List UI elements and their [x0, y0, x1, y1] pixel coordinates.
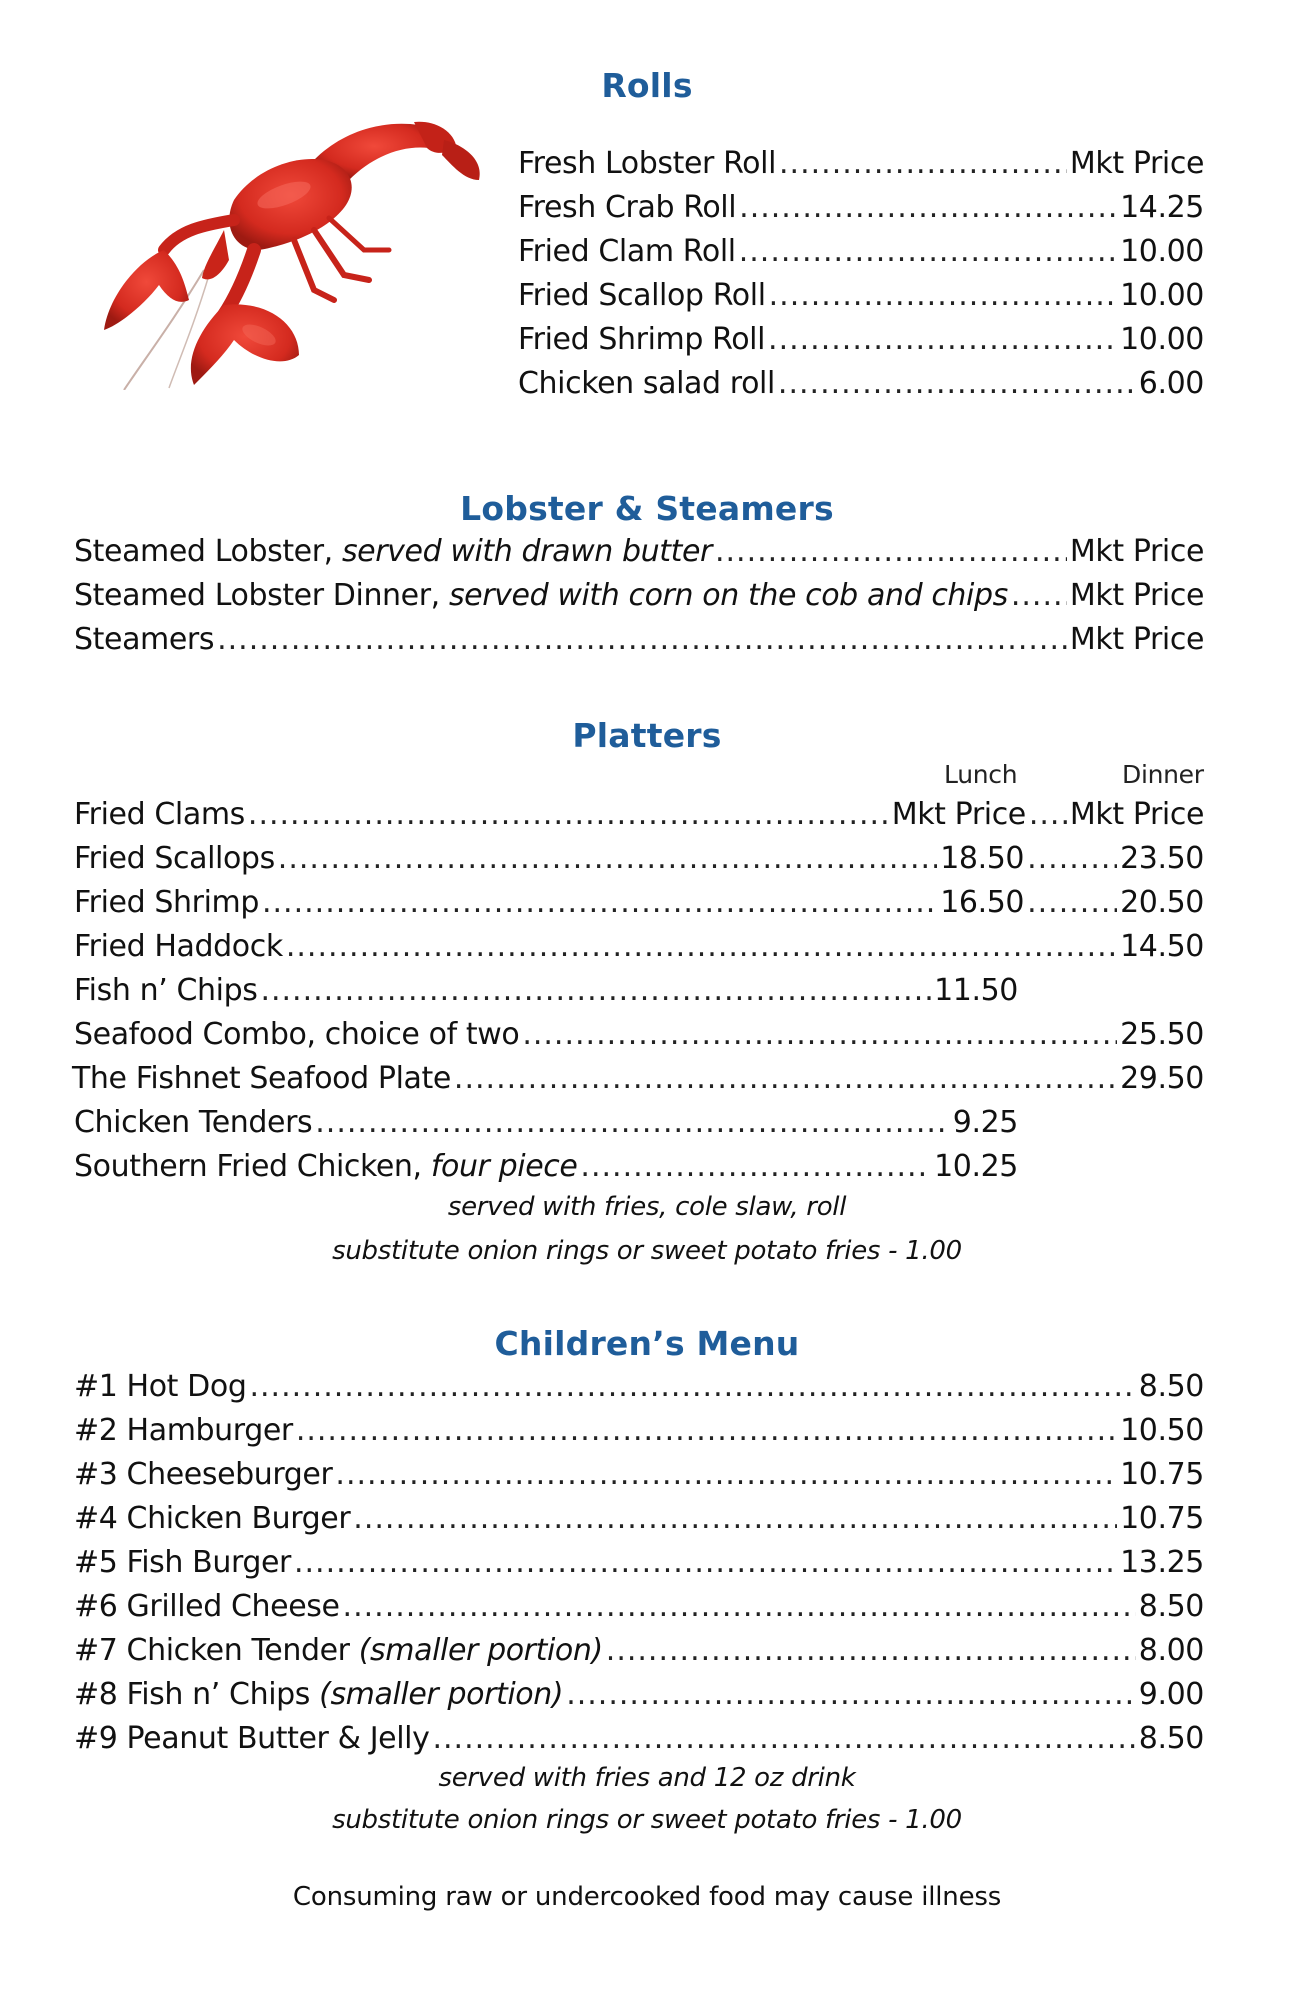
rolls-heading: Rolls	[601, 66, 693, 105]
item-description: (smaller portion)	[358, 1633, 603, 1668]
leader-dots	[522, 1013, 1117, 1057]
platters-heading: Platters	[572, 716, 722, 755]
leader-dots	[432, 1717, 1135, 1761]
menu-item	[74, 1585, 1204, 1629]
item-name: #9 Peanut Butter & Jelly	[74, 1721, 430, 1756]
childrens-note-sides: served with fries and 12 oz drink	[438, 1763, 856, 1793]
lunch-price: 9.25	[952, 1105, 1018, 1140]
item-name	[74, 574, 1008, 618]
item-name: Fried Clam Roll	[518, 234, 736, 269]
menu-item	[518, 274, 1204, 318]
item-name: #2 Hamburger	[74, 1413, 293, 1448]
lunch-price: 16.50	[940, 885, 1025, 920]
item-price: 14.25	[1120, 190, 1204, 225]
item-name-text: #8 Fish n’ Chips	[74, 1677, 320, 1712]
menu-item	[74, 1453, 1204, 1497]
menu-item	[518, 142, 1204, 186]
item-price: 10.50	[1120, 1413, 1204, 1448]
menu-item	[518, 230, 1204, 274]
item-price: 8.00	[1138, 1633, 1204, 1668]
leader-dots	[1011, 574, 1067, 618]
health-warning: Consuming raw or undercooked food may cause illness	[292, 1882, 1002, 1912]
item-price: 6.00	[1138, 366, 1204, 401]
menu-item	[518, 362, 1204, 406]
item-name: #5 Fish Burger	[74, 1545, 291, 1580]
item-name: #3 Cheeseburger	[74, 1457, 333, 1492]
item-name	[74, 618, 214, 662]
leader-dots	[315, 1101, 950, 1145]
menu-item	[74, 881, 1204, 925]
item-name: Fresh Crab Roll	[518, 190, 737, 225]
leader-dots	[580, 1145, 931, 1189]
lunch-price: 18.50	[940, 841, 1025, 876]
item-name-text: #7 Chicken Tender	[74, 1633, 359, 1668]
item-price: 14.50	[1120, 929, 1204, 964]
item-price: Mkt Price	[1069, 534, 1204, 569]
item-name: Chicken Tenders	[74, 1105, 313, 1140]
lunch-price: 10.25	[934, 1149, 1018, 1184]
menu-item	[74, 1145, 1018, 1189]
menu-item	[74, 574, 1204, 618]
leader-dots	[454, 1057, 1117, 1101]
item-name: Fried Shrimp Roll	[518, 322, 766, 357]
leader-dots	[768, 318, 1117, 362]
item-name: Fried Clams	[74, 797, 245, 832]
menu-item	[74, 1409, 1204, 1453]
item-price: 10.00	[1120, 234, 1204, 269]
item-name: Fried Haddock	[74, 929, 283, 964]
leader-dots	[294, 1541, 1117, 1585]
item-price: Mkt Price	[1069, 578, 1204, 613]
item-name: Fried Scallops	[74, 841, 275, 876]
leader-dots	[778, 362, 1136, 406]
platters-note-sides: served with fries, cole slaw, roll	[447, 1192, 847, 1222]
item-price: 8.50	[1138, 1589, 1204, 1624]
menu-item	[74, 1629, 1204, 1673]
item-name: Fried Scallop Roll	[518, 278, 766, 313]
item-price: Mkt Price	[1069, 622, 1204, 657]
leader-dots	[343, 1585, 1136, 1629]
item-name-text: Southern Fried Chicken,	[74, 1149, 431, 1184]
item-price: 25.50	[1120, 1017, 1204, 1052]
menu-item	[74, 1013, 1204, 1057]
item-price: 10.75	[1120, 1501, 1204, 1536]
lunch-price: 11.50	[934, 973, 1018, 1008]
platters-note-substitute: substitute onion rings or sweet potato fries - 1.00	[332, 1236, 962, 1266]
lunch-price: Mkt Price	[891, 797, 1026, 832]
menu-item	[74, 1365, 1204, 1409]
item-price: 8.50	[1138, 1721, 1204, 1756]
item-name: #4 Chicken Burger	[74, 1501, 351, 1536]
dinner-column-header: Dinner	[1122, 760, 1204, 789]
menu-item	[74, 530, 1204, 574]
item-name: Fresh Lobster Roll	[518, 146, 777, 181]
leader-dots	[1029, 793, 1067, 837]
menu-item	[74, 1497, 1204, 1541]
item-name	[74, 1673, 563, 1717]
item-name-text: Steamed Lobster,	[74, 534, 342, 569]
item-name: Chicken salad roll	[518, 366, 775, 401]
menu-item	[74, 618, 1204, 662]
leader-dots	[769, 274, 1117, 318]
item-name: Seafood Combo, choice of two	[74, 1017, 520, 1052]
item-description: (smaller portion)	[319, 1677, 564, 1712]
leader-dots	[278, 837, 937, 881]
menu-item	[72, 1057, 1204, 1101]
childrens-note-substitute: substitute onion rings or sweet potato fries - 1.00	[332, 1805, 962, 1835]
item-name-text: Steamers	[74, 622, 215, 657]
item-name: Fish n’ Chips	[74, 973, 258, 1008]
item-description: four piece	[430, 1149, 578, 1184]
dinner-price: Mkt Price	[1069, 797, 1204, 832]
menu-item	[74, 837, 1204, 881]
leader-dots	[1027, 881, 1117, 925]
item-price: 10.00	[1120, 322, 1204, 357]
leader-dots	[335, 1453, 1117, 1497]
menu-item	[74, 1101, 1018, 1145]
menu-item	[518, 318, 1204, 362]
item-name: The Fishnet Seafood Plate	[72, 1061, 451, 1096]
item-price: 13.25	[1120, 1545, 1204, 1580]
item-name: #6 Grilled Cheese	[74, 1589, 340, 1624]
menu-item	[74, 925, 1204, 969]
item-price: 10.00	[1120, 278, 1204, 313]
item-price: Mkt Price	[1069, 146, 1204, 181]
leader-dots	[296, 1409, 1117, 1453]
item-name: Fried Shrimp	[74, 885, 259, 920]
menu-item	[74, 1717, 1204, 1761]
item-price: 9.00	[1138, 1677, 1204, 1712]
leader-dots	[779, 142, 1067, 186]
leader-dots	[566, 1673, 1136, 1717]
menu-item	[74, 1673, 1204, 1717]
leader-dots	[286, 925, 1117, 969]
childrens-menu-heading: Children’s Menu	[494, 1324, 800, 1363]
item-price: 8.50	[1138, 1369, 1204, 1404]
item-name-text: Steamed Lobster Dinner,	[74, 578, 449, 613]
leader-dots	[739, 186, 1117, 230]
item-price: 29.50	[1120, 1061, 1204, 1096]
leader-dots	[260, 969, 931, 1013]
leader-dots	[248, 793, 889, 837]
leader-dots	[262, 881, 937, 925]
item-name	[74, 1629, 603, 1673]
menu-item	[74, 793, 1204, 837]
item-description: served with drawn butter	[341, 534, 712, 569]
item-description: served with corn on the cob and chips	[448, 578, 1008, 613]
leader-dots	[1027, 837, 1117, 881]
leader-dots	[249, 1365, 1135, 1409]
leader-dots	[606, 1629, 1136, 1673]
leader-dots	[739, 230, 1117, 274]
item-price: 10.75	[1120, 1457, 1204, 1492]
menu-item	[74, 1541, 1204, 1585]
menu-item	[518, 186, 1204, 230]
dinner-price: 20.50	[1120, 885, 1204, 920]
leader-dots	[715, 530, 1067, 574]
leader-dots	[217, 618, 1067, 662]
lunch-column-header: Lunch	[944, 760, 1018, 789]
item-name: #1 Hot Dog	[74, 1369, 247, 1404]
leader-dots	[353, 1497, 1117, 1541]
item-name	[74, 530, 712, 574]
dinner-price: 23.50	[1120, 841, 1204, 876]
item-name	[74, 1145, 577, 1189]
lobster-steamers-heading: Lobster & Steamers	[460, 489, 834, 528]
menu-item	[74, 969, 1018, 1013]
lobster-illustration	[84, 100, 514, 390]
